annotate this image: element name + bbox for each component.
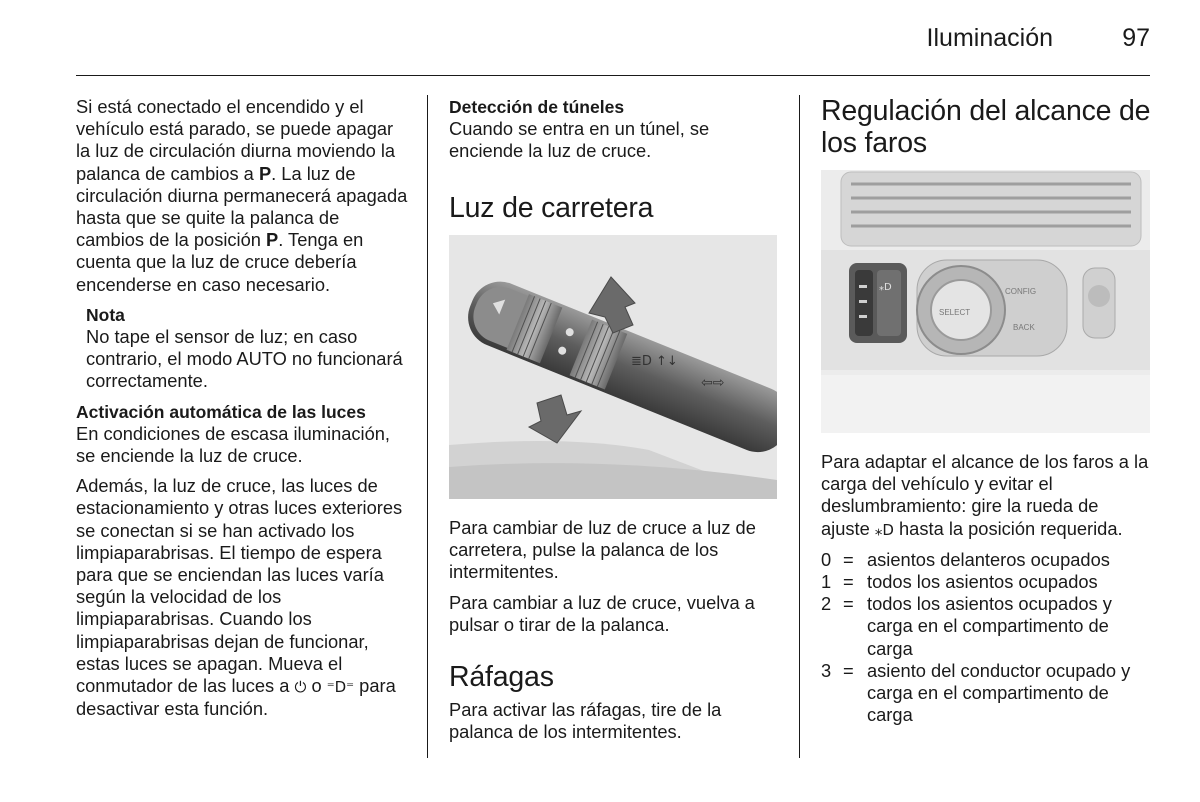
wipers-paragraph bbox=[76, 475, 408, 720]
headlight-range-icon: ⁎D bbox=[874, 520, 894, 539]
svg-text:⁎D: ⁎D bbox=[879, 282, 892, 293]
wipers-text-end: para desactivar esta función. bbox=[76, 675, 396, 720]
note-box bbox=[86, 304, 408, 393]
list-equals: = bbox=[843, 548, 854, 570]
auto-lights-text: En condiciones de escasa iluminación, se enciende la luz de cruce. bbox=[76, 422, 391, 467]
turn-signal-lever-figure bbox=[449, 235, 777, 499]
header-rule bbox=[76, 75, 1150, 76]
dashboard-illustration bbox=[821, 170, 1150, 433]
note-title: Nota bbox=[86, 304, 125, 325]
list-item bbox=[821, 660, 1151, 727]
intro-text-cont: . La luz de circulación diurna permanecerá apagada hasta que se quite la palanca de cambios de la posición bbox=[76, 162, 408, 251]
list-item bbox=[821, 593, 1151, 660]
high-beam-text-block bbox=[449, 517, 779, 636]
flash-heading: Ráfagas bbox=[449, 661, 554, 693]
high-beam-text-2: Para cambiar a luz de cruce, vuelva a pulsar o tirar de la palanca. bbox=[449, 591, 755, 635]
list-number: 1 bbox=[821, 571, 832, 593]
list-text: todos los asientos ocupados bbox=[867, 571, 1098, 593]
list-equals: = bbox=[843, 571, 854, 593]
config-label: CONFIG bbox=[1005, 287, 1037, 296]
power-off-icon: ⏻ bbox=[294, 678, 307, 697]
load-positions-list bbox=[821, 549, 1151, 727]
svg-text:≣D ↑↓: ≣D ↑↓ bbox=[631, 354, 678, 369]
list-text: asientos delanteros ocupados bbox=[867, 548, 1110, 570]
intro-paragraph bbox=[76, 96, 408, 296]
intro-text-end: . Tenga en cuenta que la luz de cruce debería encenderse en caso necesario. bbox=[76, 229, 364, 295]
side-lights-icon: ⁼D⁼ bbox=[326, 678, 355, 697]
list-text: asiento del conductor ocupado y carga en el compartimento de carga bbox=[867, 659, 1131, 726]
list-number: 2 bbox=[821, 593, 832, 615]
column-1 bbox=[76, 96, 408, 720]
tunnel-text: Cuando se entra en un túnel, se enciende la luz de cruce. bbox=[449, 118, 710, 162]
column-divider-2 bbox=[799, 95, 800, 758]
note-text: No tape el sensor de luz; en caso contrario, el modo AUTO no funcionará correctamente. bbox=[86, 326, 403, 392]
select-label: SELECT bbox=[939, 308, 971, 317]
headlight-range-figure bbox=[821, 170, 1150, 433]
list-number: 3 bbox=[821, 659, 832, 681]
list-item bbox=[821, 549, 1151, 571]
column-divider-1 bbox=[427, 95, 428, 758]
column-2 bbox=[449, 96, 779, 163]
svg-text:⇦⇨: ⇦⇨ bbox=[701, 375, 725, 391]
range-intro-text: Para adaptar el alcance de los faros a la carga del vehículo y evitar el deslumbramiento: gire la rueda de ajuste bbox=[821, 451, 1149, 539]
list-equals: = bbox=[843, 659, 854, 681]
gear-p-label: P bbox=[258, 162, 272, 184]
tunnel-title: Detección de túneles bbox=[449, 97, 625, 117]
list-equals: = bbox=[843, 593, 854, 615]
list-number: 0 bbox=[821, 548, 832, 570]
list-text: todos los asientos ocupados y carga en el compartimento de carga bbox=[867, 593, 1112, 659]
headlight-range-intro bbox=[821, 451, 1151, 541]
wipers-or: o bbox=[306, 675, 327, 697]
flash-text: Para activar las ráfagas, tire de la palanca de los intermitentes. bbox=[449, 699, 722, 743]
page-number: 97 bbox=[1122, 24, 1150, 52]
section-title: Iluminación bbox=[926, 24, 1053, 52]
high-beam-text-1: Para cambiar de luz de cruce a luz de carretera, pulse la palanca de los intermitentes. bbox=[449, 517, 756, 583]
wipers-text: Además, la luz de cruce, las luces de estacionamiento y otras luces exteriores se conectan si se han activado los limpiaparabrisas. El tiempo de espera para que se enciendan las luces varía según la velocidad de los limpiaparabrisas. Cuando los limpiaparabrisas dejan de funcionar, estas luces se apagan. Mueva el conmutador de las luces a bbox=[76, 475, 403, 697]
range-intro-end: hasta la posición requerida. bbox=[893, 517, 1123, 539]
headlight-range-heading: Regulación del alcance de los faros bbox=[821, 95, 1151, 159]
list-item bbox=[821, 571, 1151, 593]
headlight-range-text-block bbox=[821, 451, 1151, 726]
high-beam-heading: Luz de carretera bbox=[449, 192, 654, 224]
intro-text: Si está conectado el encendido y el vehículo está parado, se puede apagar la luz de circulación diurna moviendo la palanca de cambios a bbox=[76, 96, 396, 184]
flash-text-block bbox=[449, 699, 779, 743]
auto-lights-title: Activación automática de las luces bbox=[76, 401, 366, 422]
back-label: BACK bbox=[1013, 323, 1035, 332]
lever-illustration bbox=[449, 235, 777, 499]
gear-p-label: P bbox=[266, 229, 279, 251]
